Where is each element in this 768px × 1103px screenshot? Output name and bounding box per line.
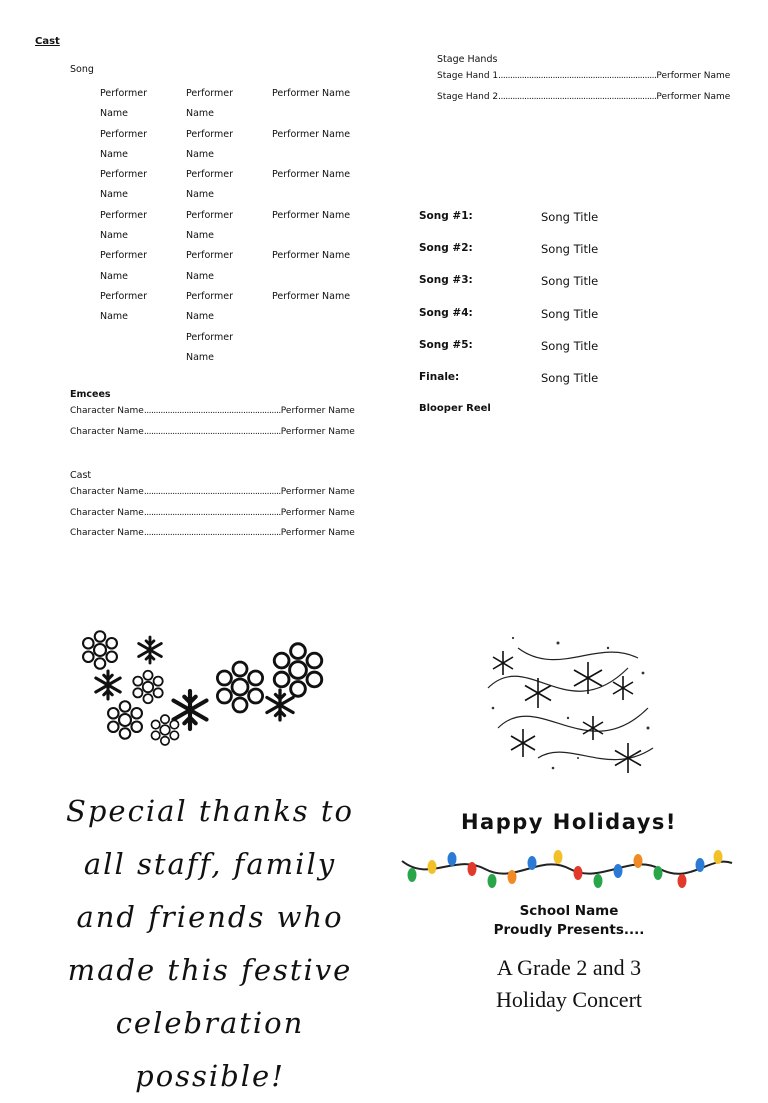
performer-name: Performer Name: [186, 88, 234, 120]
performer-name: Performer Name: [280, 528, 355, 538]
role-line: [437, 87, 730, 108]
role-line: [70, 482, 355, 503]
performer-name: Performer Name: [186, 128, 234, 160]
performer-name: Performer Name: [186, 331, 234, 363]
performer-name: Performer Name: [186, 290, 234, 323]
performer-name: Performer Name: [100, 88, 148, 120]
song-title: Song Title: [541, 242, 599, 257]
role-line: [437, 66, 730, 87]
performer-name: Performer Name: [656, 71, 731, 81]
role-name: Character Name: [70, 507, 144, 518]
happy-holidays-title: Happy Holidays!: [460, 810, 678, 834]
song-number: Finale:: [419, 370, 460, 383]
performer-name: Performer Name: [100, 250, 148, 282]
song-row: [419, 274, 598, 306]
proudly-presents: Proudly Presents....: [493, 922, 645, 938]
thanks-line: celebration possible!: [115, 1006, 305, 1093]
song-row: [419, 371, 598, 403]
leader-dots: ..........................................................: [143, 406, 281, 416]
role-line: [70, 422, 355, 443]
emcees-heading: Emcees: [70, 389, 111, 400]
stage-hands-section: [437, 54, 730, 107]
performer-grid: [100, 84, 372, 368]
performer-name: Performer Name: [272, 169, 351, 181]
song-number: Song #3:: [419, 274, 473, 287]
performer-name: Performer Name: [272, 209, 351, 221]
song-row: [419, 307, 598, 339]
song-title: Song Title: [541, 210, 599, 224]
performer-name: Performer Name: [100, 209, 148, 242]
song-label: Song: [70, 64, 94, 75]
school-block: [404, 902, 734, 940]
song-row: [419, 210, 598, 242]
role-name: Character Name: [70, 487, 144, 497]
song-title: Song Title: [541, 338, 599, 353]
thanks-line: Special thanks to: [66, 794, 354, 828]
song-number: Song #1:: [419, 210, 473, 222]
song-number: Song #2:: [419, 242, 473, 255]
stage-hands-heading: Stage Hands: [437, 54, 498, 65]
thanks-line: all staff, family: [83, 847, 337, 881]
performer-name: Performer Name: [100, 290, 148, 323]
role-line: [70, 503, 355, 524]
cast-heading: Cast: [70, 470, 92, 481]
song-program: [419, 210, 598, 414]
leader-dots: ..........................................................: [143, 528, 281, 538]
leader-dots: ..........................................................: [143, 426, 281, 437]
song-title: Song Title: [541, 306, 599, 321]
emcees-section: [70, 389, 355, 442]
performer-name: Performer Name: [186, 169, 234, 201]
leader-dots: ...................................................................: [498, 71, 657, 81]
song-number: Song #5:: [419, 338, 473, 351]
thanks-line: and friends who: [76, 900, 344, 934]
leader-dots: ..........................................................: [143, 507, 281, 518]
role-line: [70, 401, 355, 422]
song-row: [419, 242, 598, 274]
song-row: [419, 339, 598, 371]
blooper-reel: Blooper Reel: [419, 403, 491, 415]
performer-name: Performer Name: [656, 91, 731, 102]
cast-section: [70, 470, 355, 544]
concert-line: A Grade 2 and 3: [496, 955, 642, 980]
cast-title: Cast: [35, 36, 60, 47]
performer-name: Performer Name: [280, 426, 355, 437]
performer-name: Performer Name: [280, 487, 355, 497]
snowflake-swirl-icon: [478, 628, 660, 783]
leader-dots: ...................................................................: [498, 91, 657, 102]
holiday-lights-icon: [400, 843, 734, 891]
performer-name: Performer Name: [100, 128, 148, 160]
leader-dots: ..........................................................: [143, 487, 281, 497]
role-name: Character Name: [70, 528, 144, 538]
performer-name: Performer Name: [272, 128, 351, 140]
song-title: Song Title: [541, 274, 599, 289]
song-title: Song Title: [541, 370, 599, 385]
performer-name: [100, 328, 170, 369]
role-line: [70, 523, 355, 544]
performer-name: [272, 328, 372, 369]
song-number: Song #4:: [419, 306, 473, 319]
performer-name: Performer Name: [272, 290, 351, 302]
school-name: School Name: [519, 903, 619, 919]
performer-name: Performer Name: [186, 209, 234, 242]
performer-name: Performer Name: [186, 250, 234, 282]
concert-line: Holiday Concert: [495, 987, 643, 1012]
performer-name: Performer Name: [100, 169, 148, 201]
performer-name: Performer Name: [272, 250, 351, 262]
performer-name: Performer Name: [280, 507, 355, 518]
role-name: Character Name: [70, 426, 144, 437]
concert-title: [404, 952, 734, 1016]
thanks-line: made this festive: [67, 953, 353, 987]
role-name: Stage Hand 2: [437, 91, 499, 102]
special-thanks: [40, 785, 380, 1103]
role-name: Character Name: [70, 406, 144, 416]
performer-name: Performer Name: [280, 406, 355, 416]
snowflake-cluster-icon: [70, 625, 335, 755]
role-name: Stage Hand 1: [437, 71, 499, 81]
performer-name: Performer Name: [272, 88, 351, 99]
